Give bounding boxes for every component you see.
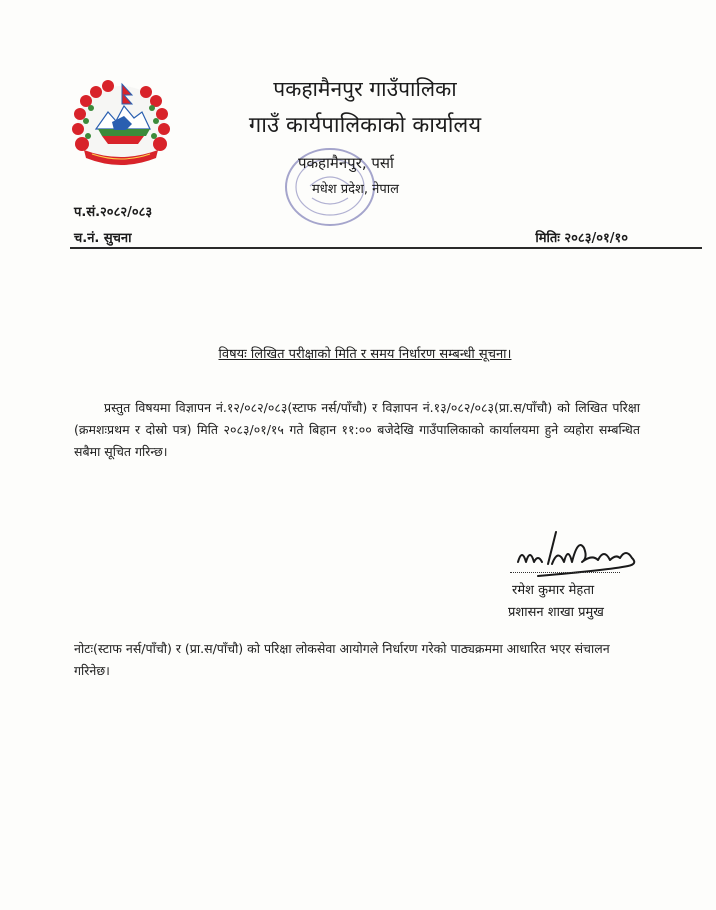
subject-line — [70, 344, 660, 362]
subject-text: विषयः लिखित परीक्षाको मिति र समय निर्धारण सम्बन्धी सूचना। — [218, 347, 512, 362]
signature-line — [510, 572, 620, 573]
signatory-name: रमेश कुमार मेहता — [512, 583, 595, 598]
province-name: मधेश प्रदेश, नेपाल — [312, 182, 399, 197]
signatory-title: प्रशासन शाखा प्रमुख — [508, 605, 604, 620]
office-location: पकहामैनपुर, पर्सा — [298, 154, 394, 172]
letter-number: प.सं.२०८२/०८३ — [74, 205, 153, 220]
municipality-name: पकहामैनपुर गाउँपालिका — [273, 77, 457, 101]
notice-body — [74, 397, 640, 463]
dispatch-number: च.नं. सुचना — [74, 231, 132, 246]
letter-date: मितिः २०८३/०१/१० — [535, 231, 628, 246]
header-divider — [70, 247, 702, 249]
notice-body-text: प्रस्तुत विषयमा विज्ञापन नं.१२/०८२/०८३(स्टाफ नर्स/पाँचौ) र विज्ञापन नं.१३/०८२/०८३(प्रा.स/पाँचौ) को लिखित परिक्षा (क्रमशःप्रथम र दोस्रो पत्र) मिति २०८३/०१/१५ गते बिहान ११:०० बजेदेखि गाउँपालिकाको कार्यालयमा हुने व्यहोरा सम्बन्धित सबैमा सूचित गरिन्छ। — [74, 400, 640, 459]
office-name: गाउँ कार्यपालिकाको कार्यालय — [248, 113, 482, 138]
footnote: नोटः(स्टाफ नर्स/पाँचौ) र (प्रा.स/पाँचौ) को परिक्षा लोकसेवा आयोगले निर्धारण गरेको पाठ्यक्रममा आधारित भएर संचालन गरिनेछ। — [74, 641, 610, 678]
handwritten-signature — [508, 518, 648, 584]
nepal-emblem-logo — [66, 74, 176, 174]
